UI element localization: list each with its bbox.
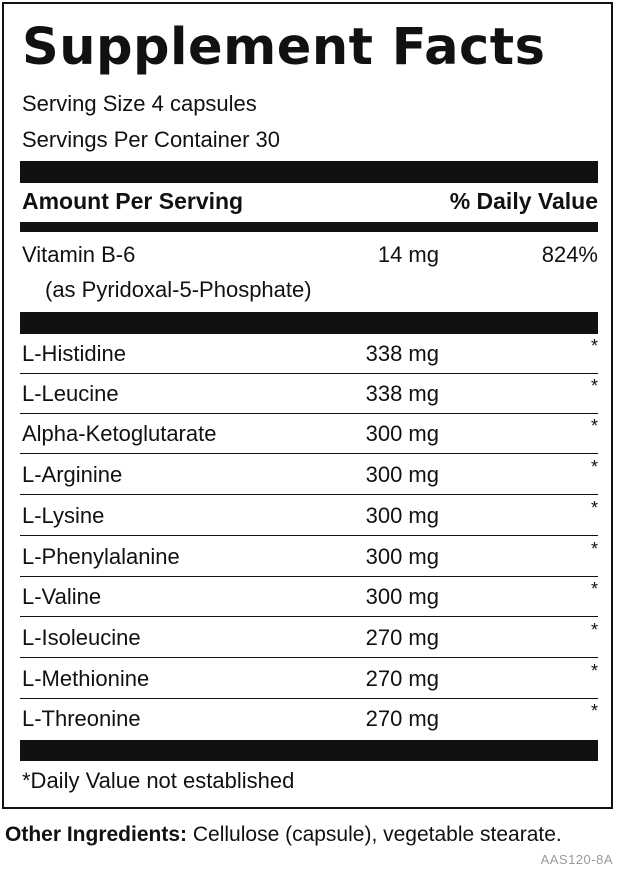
ingredient-amount: 300 mg [365, 584, 439, 609]
ingredient-daily-value: * [590, 457, 598, 477]
ingredient-name: L-Isoleucine [22, 625, 141, 650]
thick-divider-bottom [20, 740, 598, 761]
table-row [20, 537, 598, 577]
row-divider [20, 453, 598, 454]
ingredient-name: Alpha-Ketoglutarate [22, 421, 217, 446]
ingredient-name: L-Phenylalanine [22, 544, 180, 569]
ingredient-name: L-Histidine [22, 341, 126, 366]
table-row [20, 374, 598, 414]
ingredient-name: L-Leucine [22, 381, 119, 406]
ingredient-name: L-Lysine [22, 503, 105, 528]
thick-divider-middle [20, 312, 598, 334]
ingredient-daily-value: * [590, 620, 598, 640]
panel-title: Supplement Facts [22, 18, 546, 77]
ingredient-daily-value: * [590, 701, 598, 721]
ingredient-amount: 300 mg [365, 462, 439, 487]
servings-per-container: Servings Per Container 30 [22, 127, 281, 152]
ingredient-amount: 338 mg [365, 381, 439, 406]
ingredient-name: L-Methionine [22, 666, 150, 691]
ingredient-amount: 300 mg [365, 544, 439, 569]
medium-divider [20, 222, 598, 232]
row-divider [20, 616, 598, 617]
ingredient-daily-value: * [590, 376, 598, 396]
ingredient-name: L-Valine [22, 584, 102, 609]
other-ingredients-label: Other Ingredients: [5, 823, 188, 846]
table-row [20, 414, 598, 454]
row-divider [20, 535, 598, 536]
amount-per-serving-header: Amount Per Serving [22, 188, 244, 214]
other-ingredients-text: Cellulose (capsule), vegetable stearate. [187, 823, 562, 846]
vitamin-source: (as Pyridoxal-5-Phosphate) [45, 277, 312, 302]
row-divider [20, 657, 598, 658]
table-row [20, 659, 598, 699]
ingredient-amount: 270 mg [365, 666, 439, 691]
ingredient-amount: 270 mg [365, 706, 439, 731]
table-row [20, 577, 598, 617]
table-row [20, 496, 598, 536]
table-row [20, 618, 598, 658]
daily-value-header: % Daily Value [449, 188, 598, 214]
table-row [20, 455, 598, 495]
vitamin-daily-value: 824% [541, 242, 598, 267]
ingredient-daily-value: * [590, 498, 598, 518]
table-row [20, 699, 598, 739]
ingredient-daily-value: * [590, 661, 598, 681]
ingredient-amount: 300 mg [365, 503, 439, 528]
ingredient-daily-value: * [590, 336, 598, 356]
daily-value-footnote: *Daily Value not established [22, 768, 295, 793]
other-ingredients [5, 820, 562, 850]
vitamin-amount: 14 mg [377, 242, 439, 267]
ingredient-amount: 300 mg [365, 421, 439, 446]
label-code: AAS120-8A [540, 852, 613, 867]
ingredient-daily-value: * [590, 416, 598, 436]
vitamin-name: Vitamin B-6 [22, 242, 136, 267]
row-divider [20, 494, 598, 495]
table-row [20, 334, 598, 374]
thick-divider-top [20, 161, 598, 183]
ingredient-amount: 338 mg [365, 341, 439, 366]
ingredient-amount: 270 mg [365, 625, 439, 650]
ingredient-daily-value: * [590, 539, 598, 559]
ingredient-name: L-Threonine [22, 706, 141, 731]
serving-size: Serving Size 4 capsules [22, 91, 257, 116]
ingredient-name: L-Arginine [22, 462, 123, 487]
ingredient-daily-value: * [590, 579, 598, 599]
